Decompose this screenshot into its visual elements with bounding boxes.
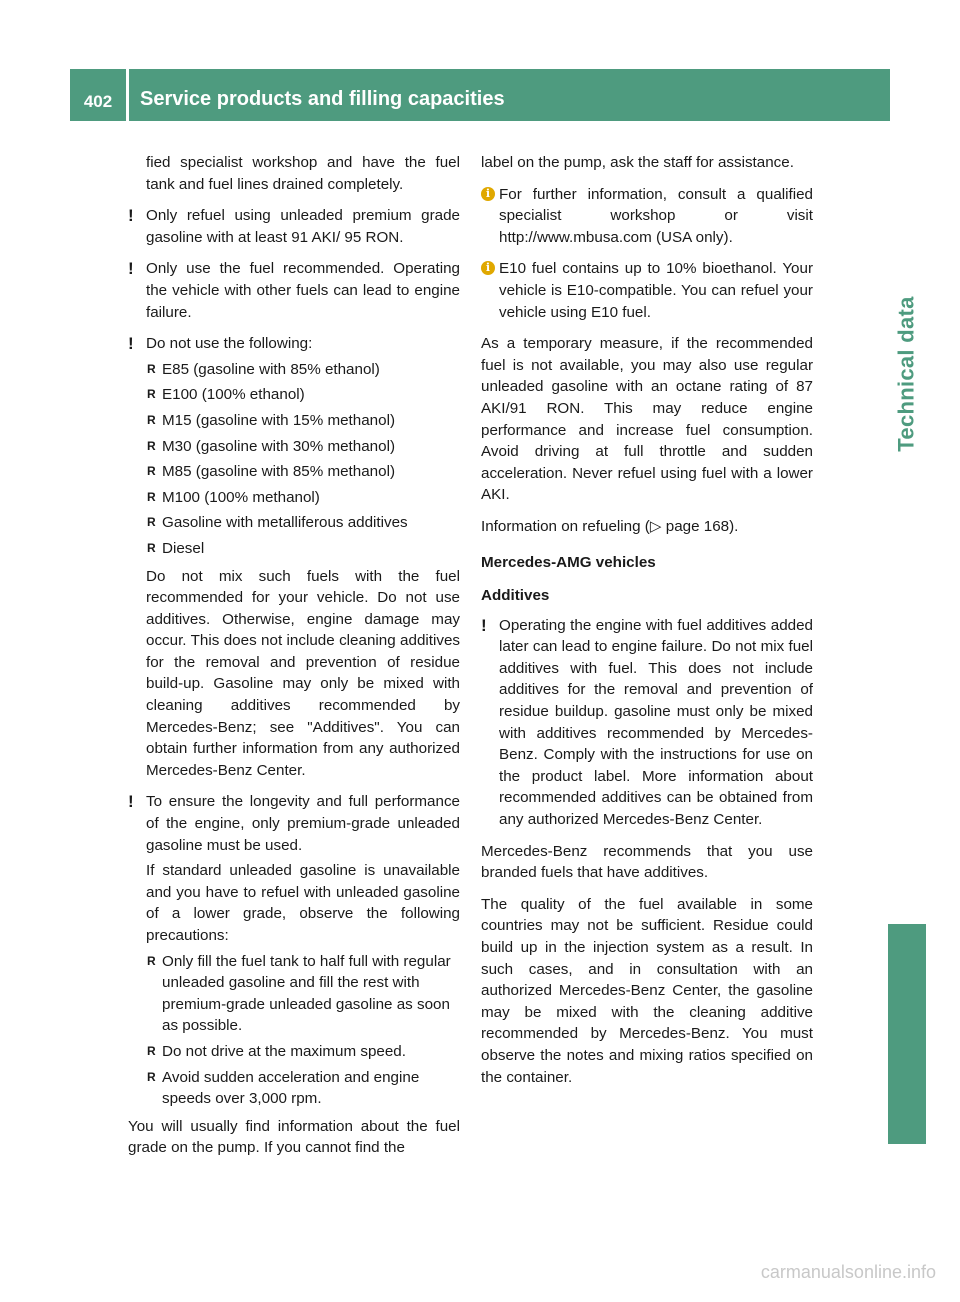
bullet-icon: R (147, 1069, 156, 1084)
info-icon: i (481, 261, 495, 275)
paragraph: label on the pump, ask the staff for assistance. (481, 154, 794, 171)
side-tab (888, 124, 926, 1144)
fuel-list (146, 359, 460, 560)
info-note (481, 258, 813, 323)
list-item: R Only fill the fuel tank to half full with regular unleaded gasoline and fill the rest with premium-grade unleaded gasoline as soon as possible. (147, 952, 451, 1035)
warning-icon: ! (128, 792, 134, 812)
watermark: carmanualsonline.info (760, 1262, 936, 1282)
bullet-icon: R (147, 361, 156, 376)
warning-body (128, 860, 460, 1110)
warning-note (481, 615, 813, 831)
subheading: Mercedes-AMG vehicles (481, 553, 656, 571)
warning-text: To ensure the longevity and full performance of the engine, only premium-grade unleaded gasoline must be used. (146, 793, 460, 854)
list-item: R E85 (gasoline with 85% ethanol) (146, 359, 460, 381)
warning-text: Do not use the following: (146, 335, 313, 353)
list-item: R M15 (gasoline with 15% methanol) (146, 410, 460, 432)
info-text: For further information, consult a qualified specialist workshop or visit http://www.mbusa.com (USA only). (499, 185, 813, 246)
section-title: Service products and filling capacities (129, 69, 890, 121)
warning-icon: ! (128, 206, 134, 226)
warning-note (128, 333, 460, 355)
bullet-icon: R (147, 540, 156, 555)
warning-note (128, 258, 460, 323)
warning-text: Only refuel using unleaded premium grade gasoline with at least 91 AKI/ 95 RON. (146, 207, 460, 246)
bullet-icon: R (147, 489, 156, 504)
paragraph: fied specialist workshop and have the fuel tank and fuel lines drained completely. (146, 154, 460, 193)
list-item: R M100 (100% methanol) (146, 487, 460, 509)
warning-note (128, 791, 460, 856)
warning-text: Operating the engine with fuel additives added later can lead to engine failure. Do not mix fuel additives with fuel. This does not include additives for the removal and prevention of residue buildup. gasoline must only be mixed with additives recommended by Mercedes-Benz. Comply with the instructions for use on the product label. More information about recommended additives can be obtained from any authorized Mercedes-Benz Center. (499, 616, 813, 829)
page-number: 402 (70, 69, 126, 121)
subheading: Additives (481, 587, 550, 605)
side-tab-label: Technical data (894, 296, 919, 452)
paragraph: The quality of the fuel available in some countries may not be sufficient. Residue could build up in the injection system as a result. In such cases, and in consultation with an authorized Mercedes-Benz Center, the gasoline may be mixed with the cleaning additive recommended by Mercedes-Benz. You must observe the notes and mixing ratios specified on the container. (481, 895, 813, 1086)
warning-icon: ! (128, 334, 134, 354)
list-item: R Avoid sudden acceleration and engine speeds over 3,000 rpm. (147, 1068, 420, 1108)
paragraph: You will usually find information about the fuel grade on the pump. If you cannot find the (128, 1117, 460, 1157)
paragraph: As a temporary measure, if the recommended fuel is not available, you may also use regular unleaded gasoline with an octane rating of 87 AKI/91 RON. This may reduce engine performance and increase fuel consumption. Avoid driving at full throttle and sudden acceleration. Never refuel using fuel with a lower AKI. (481, 335, 813, 504)
left-column (128, 152, 460, 1169)
paragraph: Do not mix such fuels with the fuel recommended for your vehicle. Do not use additives. Otherwise, engine damage may occur. This does not include cleaning additives for the removal and prevention of residue build-up. Gasoline may only be mixed with cleaning additives recommended by Mercedes-Benz; see "Additives". You can obtain further information from any authorized Mercedes-Benz Center. (146, 567, 460, 779)
warning-text: Only use the fuel recommended. Operating the vehicle with other fuels can lead to engine failure. (146, 260, 460, 321)
info-text: E10 fuel contains up to 10% bioethanol. Your vehicle is E10-compatible. You can refuel your vehicle using E10 fuel. (499, 260, 813, 321)
list-item: R M30 (gasoline with 30% methanol) (146, 436, 460, 458)
bullet-icon: R (147, 1043, 156, 1058)
paragraph: Mercedes-Benz recommends that you use branded fuels that have additives. (481, 842, 813, 882)
page-header (70, 69, 890, 121)
warning-icon: ! (128, 259, 134, 279)
list-item: R Gasoline with metalliferous additives (146, 512, 460, 534)
warning-body (128, 359, 460, 782)
bullet-icon: R (147, 464, 156, 479)
right-column (481, 152, 813, 1098)
bullet-icon: R (147, 438, 156, 453)
list-item: R Do not drive at the maximum speed. (146, 1041, 460, 1063)
precaution-list (146, 951, 460, 1110)
bullet-icon: R (147, 953, 156, 968)
list-item: R M85 (gasoline with 85% methanol) (146, 461, 460, 483)
bullet-icon: R (147, 515, 156, 530)
warning-icon: ! (481, 615, 487, 635)
warning-note (128, 205, 460, 248)
paragraph: Information on refueling (▷ page 168). (481, 517, 739, 535)
paragraph: If standard unleaded gasoline is unavailable and you have to refuel with unleaded gasoline of a lower grade, observe the following precautions: (146, 862, 460, 944)
side-tab-block (888, 924, 926, 1144)
list-item: R Diesel (146, 538, 460, 560)
bullet-icon: R (147, 412, 156, 427)
bullet-icon: R (147, 387, 156, 402)
info-note (481, 184, 813, 249)
list-item: R E100 (100% ethanol) (146, 384, 460, 406)
info-icon: i (481, 187, 495, 201)
